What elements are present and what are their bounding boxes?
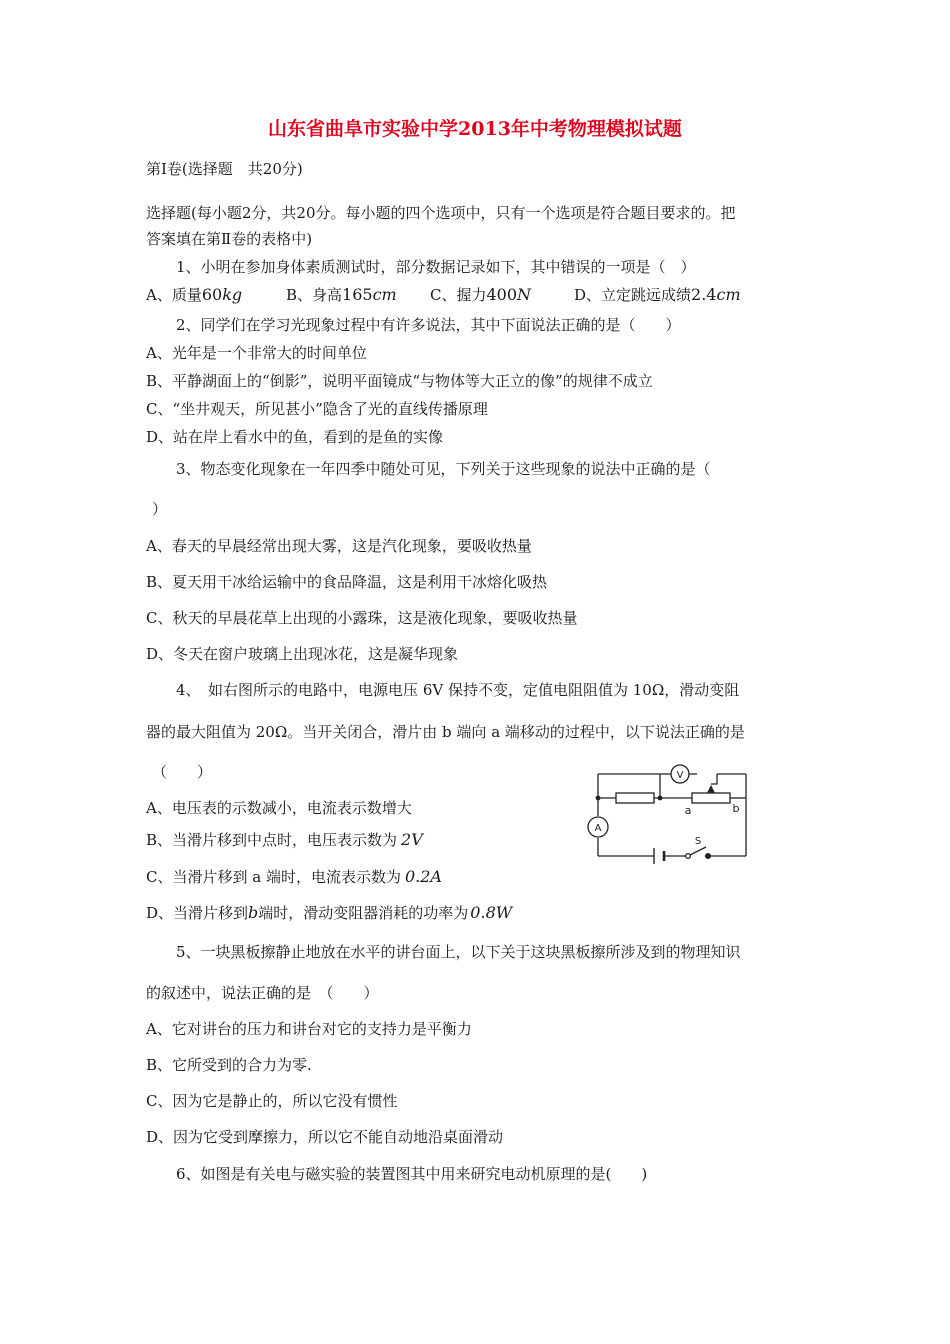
q5-option-d: D、因为它受到摩擦力，所以它不能自动地沿桌面滑动 xyxy=(146,1128,504,1146)
q4-option-d: D、当滑片移到b端时，滑动变阻器消耗的功率为 0.8W xyxy=(146,903,513,922)
q4-option-b: B、当滑片移到中点时，电压表示数为 2V xyxy=(146,830,423,849)
q1-option-b: B、身高165cm xyxy=(286,285,397,304)
q4-stem-line-1: 4、 如右图所示的电路中，电源电压 6V 保持不变，定值电阻阻值为 10Ω，滑动变阻 xyxy=(176,681,740,699)
q3-option-c: C、秋天的早晨花草上出现的小露珠，这是液化现象，要吸收热量 xyxy=(146,609,578,627)
q2-option-b: B、平静湖面上的“倒影”，说明平面镜成“与物体等大正立的像”的规律不成立 xyxy=(146,372,653,390)
q3-stem-line-1: 3、物态变化现象在一年四季中随处可见，下列关于这些现象的说法中正确的是（ xyxy=(176,460,711,478)
q4-option-c: C、当滑片移到 a 端时，电流表示数为 0.2A xyxy=(146,867,442,886)
q4-stem-line-2: 器的最大阻值为 20Ω。当开关闭合，滑片由 b 端向 a 端移动的过程中，以下说法正确的是 xyxy=(146,723,745,741)
switch-symbol xyxy=(686,847,711,858)
q3-option-a: A、春天的早晨经常出现大雾，这是汽化现象，要吸收热量 xyxy=(146,537,532,555)
circuit-diagram xyxy=(580,762,780,866)
q4-stem-line-3: （ ） xyxy=(152,763,213,781)
q5-option-b: B、它所受到的合力为零. xyxy=(146,1056,312,1074)
switch-label: S xyxy=(694,836,702,847)
instructions-line-2: 答案填在第Ⅱ卷的表格中) xyxy=(146,230,313,248)
q2-stem: 2、同学们在学习光现象过程中有许多说法，其中下面说法正确的是（ ） xyxy=(176,316,681,334)
rheostat xyxy=(692,793,730,803)
instructions-line-1: 选择题(每小题2分，共20分。每小题的四个选项中，只有一个选项是符合题目要求的。把 xyxy=(146,204,736,222)
q2-option-a: A、光年是一个非常大的时间单位 xyxy=(146,344,367,362)
section-heading: 第Ⅰ卷(选择题 共20分) xyxy=(146,160,303,178)
q3-option-d: D、冬天在窗户玻璃上出现冰花，这是凝华现象 xyxy=(146,645,459,663)
fixed-resistor xyxy=(616,793,654,803)
q5-stem-line-2: 的叙述中，说法正确的是 （ ） xyxy=(146,984,379,1002)
q3-option-b: B、夏天用干冰给运输中的食品降温，这是利用干冰熔化吸热 xyxy=(146,573,548,591)
battery-symbol xyxy=(654,848,664,864)
q3-stem-line-2: ） xyxy=(152,500,168,518)
q6-stem: 6、如图是有关电与磁实验的装置图其中用来研究电动机原理的是( ) xyxy=(176,1165,648,1183)
ammeter-label: A xyxy=(594,823,602,834)
q1-option-d: D、立定跳远成绩2.4cm xyxy=(574,285,741,304)
q4-option-a: A、电压表的示数减小，电流表示数增大 xyxy=(146,799,412,817)
q5-option-c: C、因为它是静止的，所以它没有惯性 xyxy=(146,1092,398,1110)
q1-option-c: C、握力400N xyxy=(430,285,532,304)
q2-option-d: D、站在岸上看水中的鱼，看到的是鱼的实像 xyxy=(146,428,444,446)
q5-option-a: A、它对讲台的压力和讲台对它的支持力是平衡力 xyxy=(146,1020,472,1038)
page-title: 山东省曲阜市实验中学2013年中考物理模拟试题 xyxy=(268,118,682,140)
q1-options xyxy=(146,284,741,305)
q5-stem-line-1: 5、一块黑板擦静止地放在水平的讲台面上，以下关于这块黑板擦所涉及到的物理知识 xyxy=(176,943,741,961)
q1-stem: 1、小明在参加身体素质测试时，部分数据记录如下，其中错误的一项是（ ） xyxy=(176,258,696,276)
voltmeter-label: V xyxy=(676,770,684,781)
rheostat-b-label: b xyxy=(732,802,740,815)
rheostat-a-label: a xyxy=(684,804,692,817)
q1-option-a: A、质量60kg xyxy=(146,285,243,304)
q2-option-c: C、“坐井观天，所见甚小”隐含了光的直线传播原理 xyxy=(146,400,488,418)
